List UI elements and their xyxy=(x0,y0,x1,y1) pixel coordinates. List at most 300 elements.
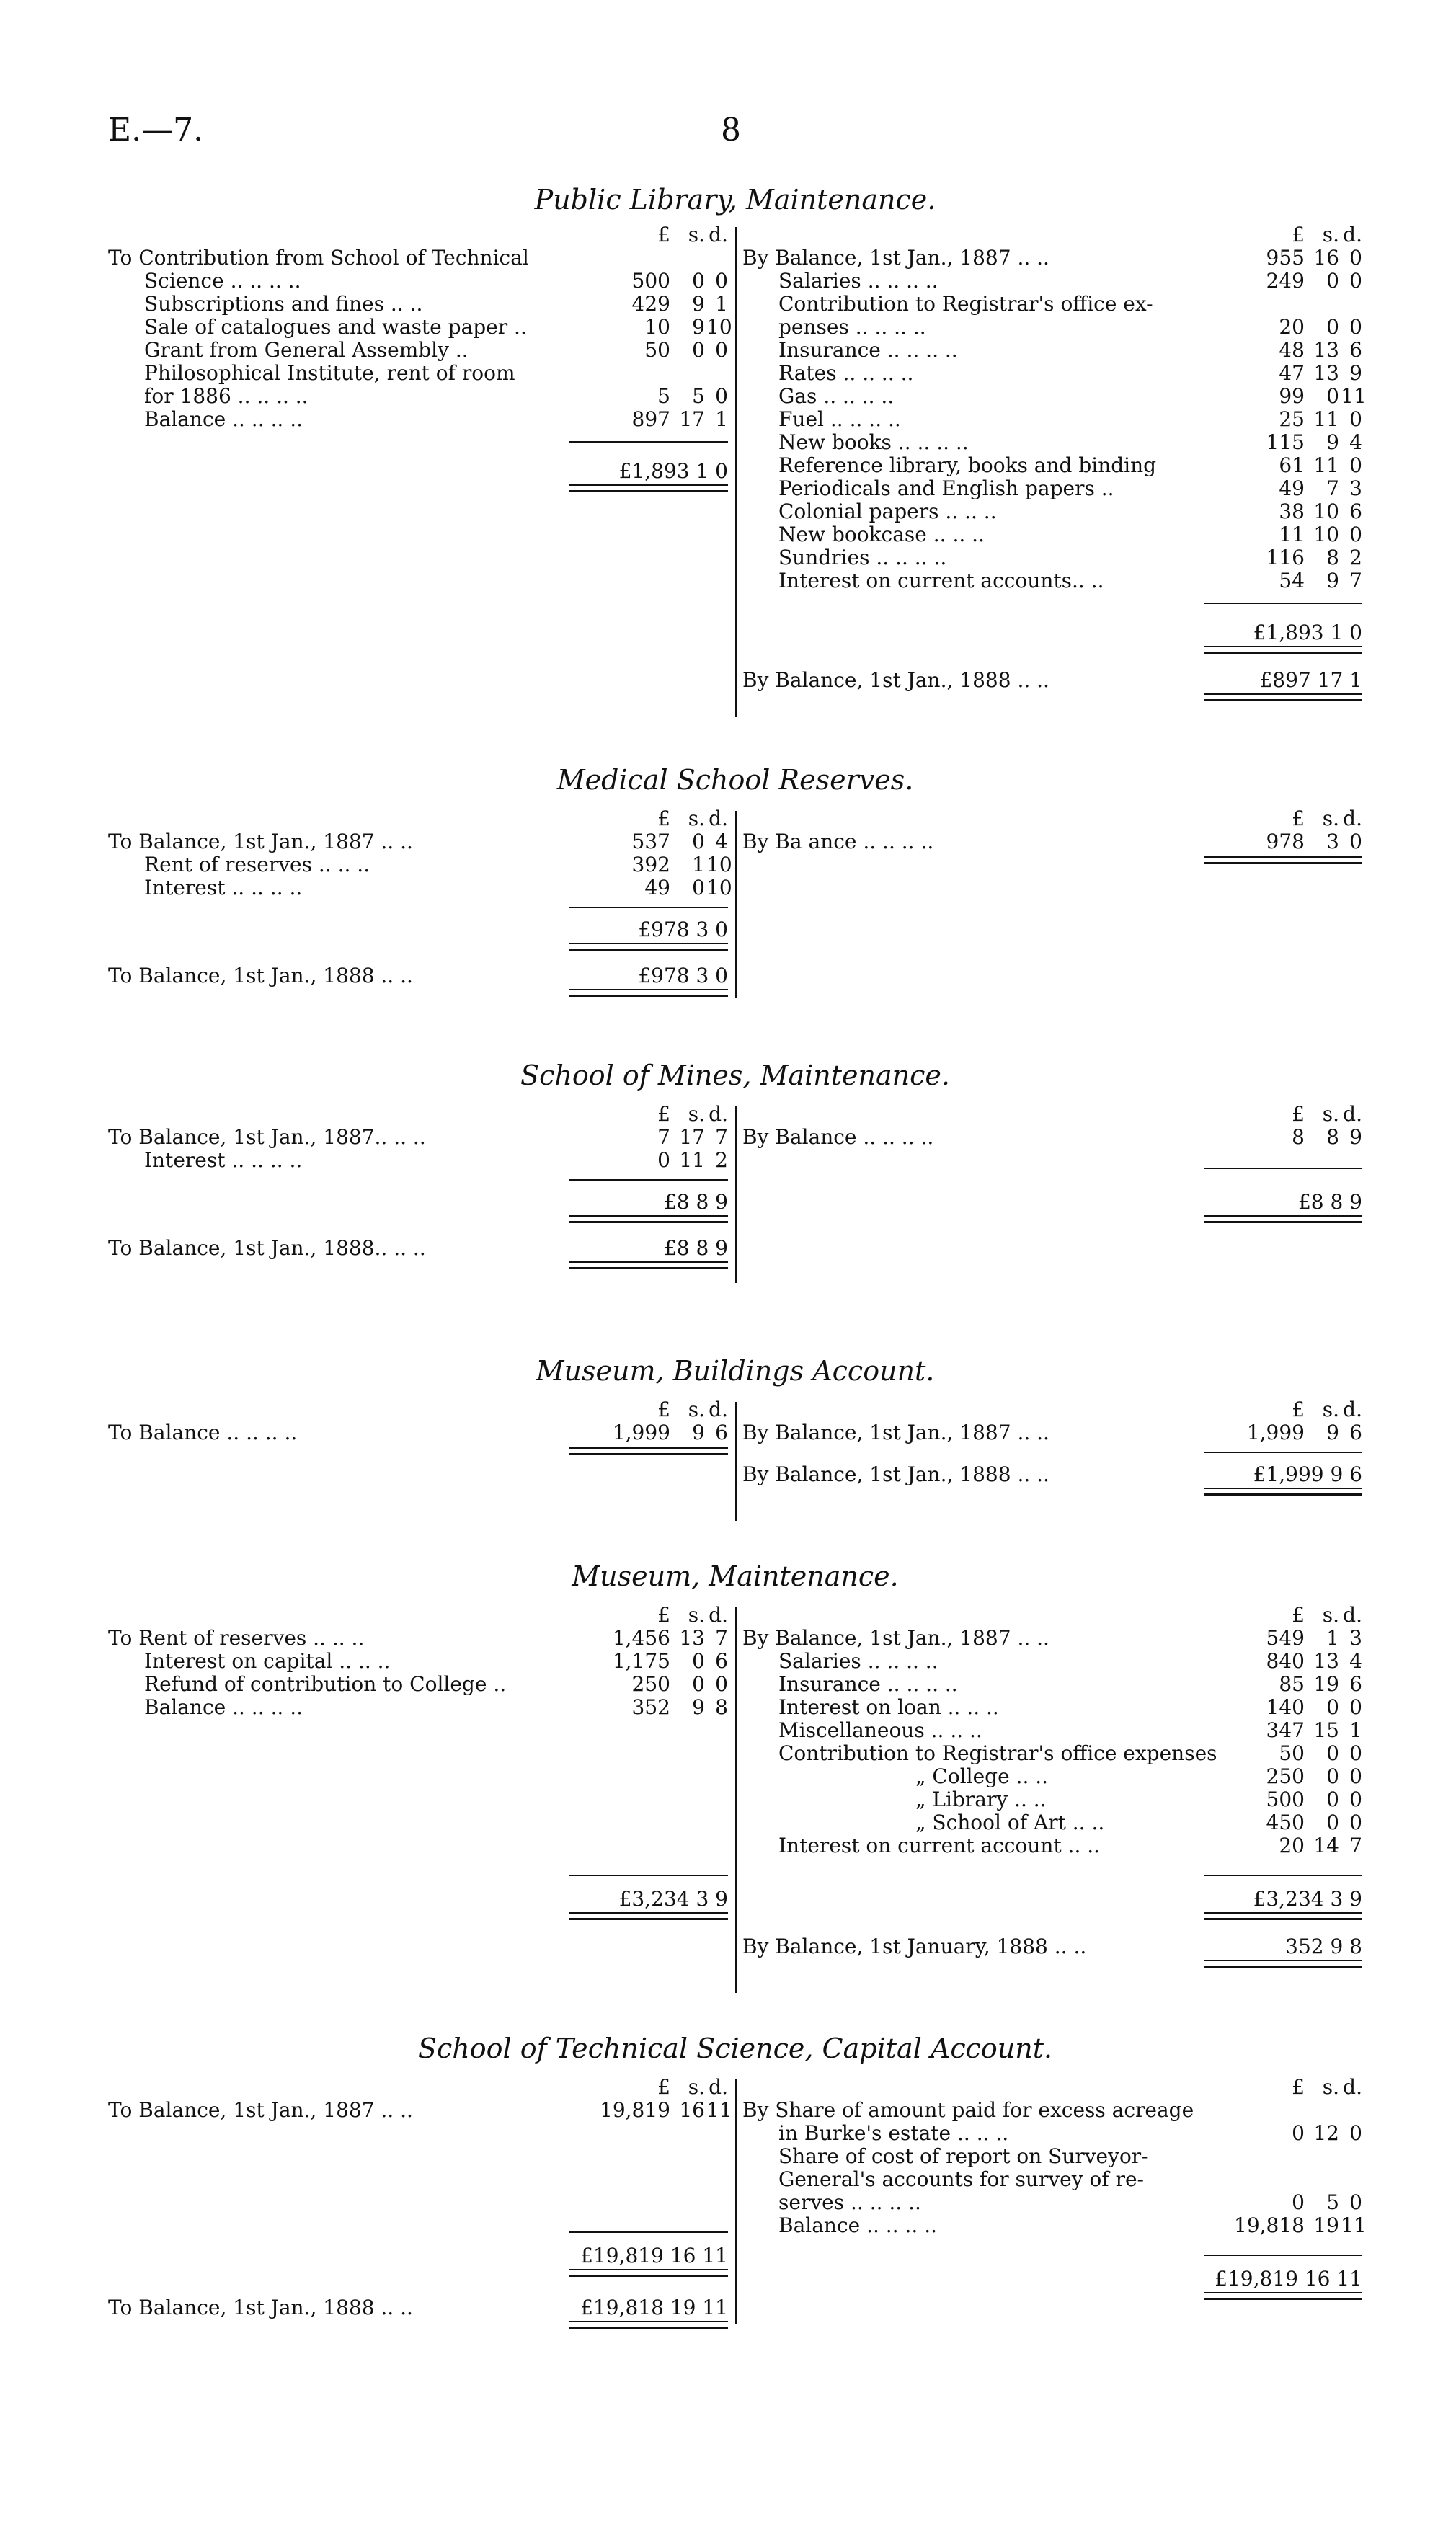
amount-pence: 3 xyxy=(1349,476,1362,500)
column-divider xyxy=(735,227,737,717)
amount-pounds: 955 xyxy=(1266,246,1305,270)
amount-pence: 1 xyxy=(715,292,728,316)
amount-pence: 6 xyxy=(1349,1672,1362,1696)
entry-label: Refund of contribution to College .. xyxy=(144,1673,507,1696)
amount-pounds: 115 xyxy=(1266,430,1305,454)
entry-amount xyxy=(1204,477,1362,500)
ledger-entry xyxy=(108,408,728,431)
ledger-entry xyxy=(742,246,1362,270)
amount-shillings: 13 xyxy=(1313,1649,1339,1673)
amount-pounds: 20 xyxy=(1279,1834,1305,1857)
credit-side xyxy=(742,223,1367,703)
amount-shillings: 0 xyxy=(692,338,705,362)
ledger-entry xyxy=(742,1834,1362,1857)
entry-amount xyxy=(569,830,728,853)
amount-pounds: 49 xyxy=(644,876,670,900)
entry-amount xyxy=(1204,2099,1362,2122)
ledger-entry xyxy=(742,546,1362,569)
amount-pence: 6 xyxy=(1349,499,1362,523)
amount-pounds: 537 xyxy=(631,830,670,853)
section-school-of-mines xyxy=(101,1060,1370,1305)
ledger-entry xyxy=(108,385,728,408)
amount-pounds: 1,456 xyxy=(612,1626,670,1650)
currency-header: £ s. d. xyxy=(1292,1603,1362,1627)
entry-amount xyxy=(1204,1650,1362,1673)
entry-label: Philosophical Institute, rent of room xyxy=(144,362,515,385)
entry-amount xyxy=(1204,2191,1362,2214)
entry-amount xyxy=(569,876,732,900)
entry-amount xyxy=(569,1627,728,1650)
ledger-entry xyxy=(108,830,728,853)
currency-header: £ s. d. xyxy=(1292,807,1362,830)
entry-amount xyxy=(1204,2213,1367,2237)
amount-pounds: 49 xyxy=(1279,476,1305,500)
amount-shillings: 1 xyxy=(692,853,705,876)
entry-amount xyxy=(1204,316,1362,339)
ledger-entry xyxy=(742,1765,1362,1788)
entry-label: Salaries .. .. .. .. xyxy=(778,1650,938,1673)
amount-pence: 1 xyxy=(1349,1718,1362,1742)
page-header xyxy=(108,112,1370,155)
ledger-entry xyxy=(742,1719,1362,1742)
entry-amount xyxy=(569,408,728,431)
amount-shillings: 0 xyxy=(1326,1811,1339,1834)
debit-total: £19,819 16 11 xyxy=(580,2244,728,2268)
entry-label: Interest on current accounts.. .. xyxy=(778,569,1104,592)
entry-amount xyxy=(569,270,728,293)
ledger-entry xyxy=(742,1126,1362,1149)
entry-label: By Balance, 1st Jan., 1887 .. .. xyxy=(742,246,1049,270)
amount-pounds: 249 xyxy=(1266,269,1305,293)
page-number: 8 xyxy=(721,112,741,148)
ledger-entry xyxy=(742,362,1362,385)
entry-label: To Contribution from School of Technical xyxy=(108,246,529,270)
amount-shillings: 17 xyxy=(679,407,705,431)
amount-pounds: 429 xyxy=(631,292,670,316)
entry-amount xyxy=(1204,569,1362,592)
amount-shillings: 11 xyxy=(1313,407,1339,431)
ledger-entry xyxy=(742,2099,1362,2122)
ledger-entry xyxy=(742,830,1362,853)
amount-pence: 10 xyxy=(706,315,732,339)
entry-label: „ College .. .. xyxy=(915,1765,1049,1788)
ledger-entry xyxy=(742,431,1362,454)
ledger-entry xyxy=(742,2122,1362,2145)
amount-pence: 9 xyxy=(1349,1125,1362,1149)
amount-shillings: 5 xyxy=(692,384,705,408)
ledger-entry xyxy=(108,1627,728,1650)
entry-label: New bookcase .. .. .. xyxy=(778,523,985,546)
amount-pence: 6 xyxy=(715,1649,728,1673)
amount-pounds: 11 xyxy=(1279,523,1305,546)
entry-amount xyxy=(569,362,728,385)
ledger-entry xyxy=(742,339,1362,362)
currency-header: £ s. d. xyxy=(1292,1398,1362,1421)
entry-label: Interest on capital .. .. .. xyxy=(144,1650,391,1673)
amount-pounds: 392 xyxy=(631,853,670,876)
ledger-entry xyxy=(742,384,1367,408)
entry-amount xyxy=(569,315,732,339)
section-museum-buildings xyxy=(101,1355,1370,1528)
entry-amount xyxy=(1204,1765,1362,1788)
ledger-entry xyxy=(742,270,1362,293)
carry-forward: By Balance, 1st Jan., 1888 .. .. £1,999 9 6 xyxy=(742,1462,1362,1486)
amount-shillings: 0 xyxy=(692,1672,705,1696)
credit-side xyxy=(742,1103,1362,1225)
currency-header: £ s. d. xyxy=(657,1398,728,1421)
amount-pence: 0 xyxy=(715,1672,728,1696)
amount-shillings: 10 xyxy=(1313,499,1339,523)
amount-pence: 0 xyxy=(1349,1787,1362,1811)
entry-amount xyxy=(569,293,728,316)
amount-pounds: 0 xyxy=(1292,2190,1305,2214)
entry-label: for 1886 .. .. .. .. xyxy=(144,385,308,408)
currency-header: £ s. d. xyxy=(657,1102,728,1126)
amount-pounds: 85 xyxy=(1279,1672,1305,1696)
amount-pounds: 7 xyxy=(657,1125,670,1149)
ledger-entry xyxy=(742,293,1362,316)
amount-shillings: 0 xyxy=(1326,315,1339,339)
credit-total: £3,234 3 9 xyxy=(1253,1887,1362,1911)
amount-pence: 6 xyxy=(715,1421,728,1444)
carry-forward: To Balance, 1st Jan., 1888.. .. .. £8 8 9 xyxy=(108,1236,728,1260)
ledger-entry xyxy=(742,2168,1362,2191)
entry-label: Subscriptions and fines .. .. xyxy=(144,293,423,316)
ledger-entry xyxy=(108,293,728,316)
amount-shillings: 17 xyxy=(679,1125,705,1149)
entry-amount xyxy=(1204,454,1362,477)
amount-pence: 6 xyxy=(1349,338,1362,362)
amount-shillings: 11 xyxy=(1313,453,1339,477)
entry-amount xyxy=(1204,1673,1362,1696)
amount-pence: 0 xyxy=(1349,1764,1362,1788)
entry-label: in Burke's estate .. .. .. xyxy=(778,2122,1009,2145)
section-title: School of Mines, Maintenance. xyxy=(520,1060,950,1091)
entry-label: Colonial papers .. .. .. xyxy=(778,500,997,523)
amount-pence: 0 xyxy=(1349,1695,1362,1719)
ledger-entry xyxy=(108,853,732,876)
entry-label: Sale of catalogues and waste paper .. xyxy=(144,316,527,339)
amount-pounds: 61 xyxy=(1279,453,1305,477)
report-code: E.—7. xyxy=(108,112,204,148)
carry-forward: To Balance, 1st Jan., 1888 .. .. £19,818 19 11 xyxy=(108,2296,728,2319)
currency-header: £ s. d. xyxy=(657,223,728,246)
amount-shillings: 0 xyxy=(692,876,705,900)
debit-side xyxy=(108,2075,732,2331)
amount-pence: 0 xyxy=(715,269,728,293)
entry-label: To Balance, 1st Jan., 1887 .. .. xyxy=(108,830,413,853)
entry-label: To Rent of reserves .. .. .. xyxy=(108,1627,365,1650)
amount-pence: 0 xyxy=(1349,1811,1362,1834)
ledger-entry xyxy=(742,1650,1362,1673)
amount-shillings: 9 xyxy=(1326,569,1339,592)
amount-shillings: 0 xyxy=(692,269,705,293)
amount-pence: 4 xyxy=(1349,430,1362,454)
debit-side xyxy=(108,1398,728,1456)
entry-amount xyxy=(1204,431,1362,454)
currency-header: £ s. d. xyxy=(1292,223,1362,246)
ledger-entry xyxy=(742,408,1362,431)
ledger-entry xyxy=(108,246,728,270)
amount-pence: 0 xyxy=(1349,246,1362,270)
amount-shillings: 5 xyxy=(1326,2190,1339,2214)
entry-label: Fuel .. .. .. .. xyxy=(778,408,901,431)
amount-pounds: 48 xyxy=(1279,338,1305,362)
section-medical-school xyxy=(101,764,1370,1038)
debit-side xyxy=(108,807,732,999)
amount-shillings: 13 xyxy=(1313,361,1339,385)
amount-pounds: 1,999 xyxy=(612,1421,670,1444)
amount-pence: 0 xyxy=(715,338,728,362)
amount-pounds: 50 xyxy=(644,338,670,362)
amount-pence: 7 xyxy=(715,1626,728,1650)
credit-side xyxy=(742,1604,1362,1970)
amount-pence: 10 xyxy=(706,876,732,900)
ledger-entry xyxy=(108,2098,732,2122)
ledger-entry xyxy=(108,270,728,293)
amount-pence: 7 xyxy=(1349,569,1362,592)
entry-amount xyxy=(1204,1627,1362,1650)
ledger-entry xyxy=(742,1742,1362,1765)
ledger-entry xyxy=(108,876,732,900)
amount-shillings: 13 xyxy=(679,1626,705,1650)
entry-amount xyxy=(569,1673,728,1696)
entry-label: Gas .. .. .. .. xyxy=(778,385,895,408)
entry-amount xyxy=(1204,362,1362,385)
amount-shillings: 0 xyxy=(1326,1695,1339,1719)
credit-total: £19,819 16 11 xyxy=(1215,2267,1362,2291)
amount-pence: 0 xyxy=(1349,315,1362,339)
amount-pounds: 0 xyxy=(1292,2121,1305,2145)
amount-shillings: 15 xyxy=(1313,1718,1339,1742)
column-divider xyxy=(735,1607,737,1993)
ledger-entry xyxy=(742,2213,1367,2237)
carry-forward: By Balance, 1st Jan., 1888 .. .. £897 17 1 xyxy=(742,668,1362,692)
amount-pence: 6 xyxy=(1349,1421,1362,1444)
entry-label: Balance .. .. .. .. xyxy=(144,408,303,431)
entry-label: „ Library .. .. xyxy=(915,1788,1047,1811)
credit-side xyxy=(742,1398,1362,1498)
amount-pounds: 54 xyxy=(1279,569,1305,592)
amount-shillings: 10 xyxy=(1313,523,1339,546)
amount-shillings: 19 xyxy=(1313,1672,1339,1696)
amount-pounds: 0 xyxy=(657,1148,670,1172)
amount-pounds: 8 xyxy=(1292,1125,1305,1149)
section-museum-maintenance xyxy=(101,1560,1370,1993)
amount-shillings: 16 xyxy=(679,2098,705,2122)
entry-amount xyxy=(1204,246,1362,270)
entry-label: Interest on loan .. .. .. xyxy=(778,1696,999,1719)
entry-label: Periodicals and English papers .. xyxy=(778,477,1114,500)
column-divider xyxy=(735,1402,737,1521)
currency-header: £ s. d. xyxy=(657,1603,728,1627)
amount-pounds: 10 xyxy=(644,315,670,339)
ledger-entry xyxy=(742,1696,1362,1719)
amount-pounds: 20 xyxy=(1279,315,1305,339)
entry-label: By Share of amount paid for excess acreage xyxy=(742,2099,1194,2122)
ledger-entry xyxy=(742,1627,1362,1650)
credit-total: £1,893 1 0 xyxy=(1253,621,1362,644)
amount-shillings: 8 xyxy=(1326,1125,1339,1149)
amount-pounds: 450 xyxy=(1266,1811,1305,1834)
entry-amount xyxy=(569,1149,728,1172)
amount-pence: 0 xyxy=(1349,523,1362,546)
section-title: Museum, Maintenance. xyxy=(572,1560,899,1592)
ledger-entry xyxy=(742,523,1362,546)
amount-pence: 0 xyxy=(715,384,728,408)
amount-shillings: 0 xyxy=(692,1649,705,1673)
section-title: Medical School Reserves. xyxy=(556,764,914,796)
entry-amount xyxy=(569,339,728,362)
ledger-entry xyxy=(108,1421,728,1444)
amount-pence: 7 xyxy=(715,1125,728,1149)
amount-pence: 2 xyxy=(1349,546,1362,569)
ledger-entry xyxy=(108,362,728,385)
amount-pence: 4 xyxy=(715,830,728,853)
entry-amount xyxy=(1204,2122,1362,2145)
entry-label: Science .. .. .. .. xyxy=(144,270,301,293)
amount-pounds: 47 xyxy=(1279,361,1305,385)
amount-shillings: 9 xyxy=(692,1421,705,1444)
amount-pence: 11 xyxy=(1341,2213,1367,2237)
entry-amount xyxy=(1204,293,1362,316)
amount-pounds: 250 xyxy=(631,1672,670,1696)
amount-shillings: 14 xyxy=(1313,1834,1339,1857)
amount-shillings: 9 xyxy=(692,1695,705,1719)
amount-pounds: 978 xyxy=(1266,830,1305,853)
amount-pounds: 5 xyxy=(657,384,670,408)
amount-shillings: 16 xyxy=(1313,246,1339,270)
amount-pence: 9 xyxy=(1349,361,1362,385)
entry-label: Insurance .. .. .. .. xyxy=(778,339,958,362)
currency-header: £ s. d. xyxy=(657,807,728,830)
ledger-entry xyxy=(742,2191,1362,2214)
entry-amount xyxy=(1204,1811,1362,1834)
carry-forward: By Balance, 1st January, 1888 .. .. 352 9 8 xyxy=(742,1935,1362,1958)
amount-pence: 8 xyxy=(715,1695,728,1719)
entry-label: Interest on current account .. .. xyxy=(778,1834,1101,1857)
entry-amount xyxy=(1204,500,1362,523)
entry-label: General's accounts for survey of re- xyxy=(778,2168,1144,2191)
amount-pounds: 840 xyxy=(1266,1649,1305,1673)
entry-amount xyxy=(1204,2168,1362,2191)
amount-pence: 0 xyxy=(1349,407,1362,431)
entry-amount xyxy=(1204,523,1362,546)
ledger-entry xyxy=(108,1696,728,1719)
credit-side xyxy=(742,2075,1367,2302)
currency-header: £ s. d. xyxy=(1292,1102,1362,1126)
entry-amount xyxy=(1204,270,1362,293)
entry-amount xyxy=(569,385,728,408)
amount-pence: 10 xyxy=(706,853,732,876)
entry-label: New books .. .. .. .. xyxy=(778,431,969,454)
amount-pence: 3 xyxy=(1349,1626,1362,1650)
column-divider xyxy=(735,2079,737,2324)
entry-label: Interest .. .. .. .. xyxy=(144,876,303,900)
entry-amount xyxy=(1204,1126,1362,1149)
amount-pounds: 897 xyxy=(631,407,670,431)
entry-amount xyxy=(1204,830,1362,853)
ledger-entry xyxy=(742,316,1362,339)
entry-label: Balance .. .. .. .. xyxy=(144,1696,303,1719)
debit-total: £1,893 1 0 xyxy=(618,459,728,483)
entry-amount xyxy=(1204,339,1362,362)
entry-amount xyxy=(1204,1696,1362,1719)
ledger-entry xyxy=(108,1126,728,1149)
amount-pounds: 38 xyxy=(1279,499,1305,523)
entry-amount xyxy=(1204,1834,1362,1857)
entry-label: Grant from General Assembly .. xyxy=(144,339,469,362)
section-technical-science xyxy=(101,2033,1370,2350)
amount-pence: 7 xyxy=(1349,1834,1362,1857)
amount-pence: 0 xyxy=(1349,830,1362,853)
amount-pence: 11 xyxy=(1341,384,1367,408)
entry-label: Share of cost of report on Surveyor- xyxy=(778,2145,1148,2168)
amount-shillings: 0 xyxy=(1326,384,1339,408)
entry-amount xyxy=(1204,1719,1362,1742)
ledger-entry xyxy=(108,1673,728,1696)
entry-label: By Ba ance .. .. .. .. xyxy=(742,830,934,853)
section-public-library xyxy=(101,184,1370,717)
entry-amount xyxy=(569,1421,728,1444)
section-title: Museum, Buildings Account. xyxy=(536,1355,935,1387)
debit-total: £8 8 9 xyxy=(663,1190,728,1214)
amount-shillings: 13 xyxy=(1313,338,1339,362)
amount-pounds: 19,819 xyxy=(600,2098,670,2122)
entry-amount xyxy=(1204,408,1362,431)
section-title: Public Library, Maintenance. xyxy=(534,184,936,216)
entry-label: Balance .. .. .. .. xyxy=(778,2214,938,2237)
amount-pounds: 549 xyxy=(1266,1626,1305,1650)
currency-header: £ s. d. xyxy=(1292,2075,1362,2099)
entry-amount xyxy=(1204,1742,1362,1765)
amount-pounds: 250 xyxy=(1266,1764,1305,1788)
ledger-entry xyxy=(108,1149,728,1172)
carry-forward: To Balance, 1st Jan., 1888 .. .. £978 3 0 xyxy=(108,964,728,987)
entry-amount xyxy=(569,2098,732,2122)
entry-label: Sundries .. .. .. .. xyxy=(778,546,947,569)
entry-amount xyxy=(569,246,728,270)
entry-amount xyxy=(1204,384,1367,408)
amount-pounds: 347 xyxy=(1266,1718,1305,1742)
amount-shillings: 0 xyxy=(1326,1787,1339,1811)
entry-label: „ School of Art .. .. xyxy=(915,1811,1105,1834)
entry-label: Interest .. .. .. .. xyxy=(144,1149,303,1172)
amount-shillings: 0 xyxy=(692,830,705,853)
debit-side xyxy=(108,1103,728,1271)
amount-shillings: 3 xyxy=(1326,830,1339,853)
ledger-entry xyxy=(742,1788,1362,1811)
ledger-entry xyxy=(108,1650,728,1673)
amount-shillings: 7 xyxy=(1326,476,1339,500)
entry-amount xyxy=(569,1126,728,1149)
amount-pence: 11 xyxy=(706,2098,732,2122)
entry-amount xyxy=(569,1696,728,1719)
ledger-entry xyxy=(108,315,732,339)
amount-pounds: 50 xyxy=(1279,1741,1305,1765)
amount-shillings: 8 xyxy=(1326,546,1339,569)
amount-shillings: 1 xyxy=(1326,1626,1339,1650)
amount-shillings: 9 xyxy=(692,315,705,339)
amount-pounds: 19,818 xyxy=(1234,2213,1305,2237)
ledger-entry xyxy=(742,500,1362,523)
entry-amount xyxy=(1204,1421,1362,1444)
amount-shillings: 9 xyxy=(692,292,705,316)
amount-pounds: 500 xyxy=(631,269,670,293)
amount-pence: 1 xyxy=(715,407,728,431)
entry-label: By Balance .. .. .. .. xyxy=(742,1126,934,1149)
amount-pounds: 99 xyxy=(1279,384,1305,408)
